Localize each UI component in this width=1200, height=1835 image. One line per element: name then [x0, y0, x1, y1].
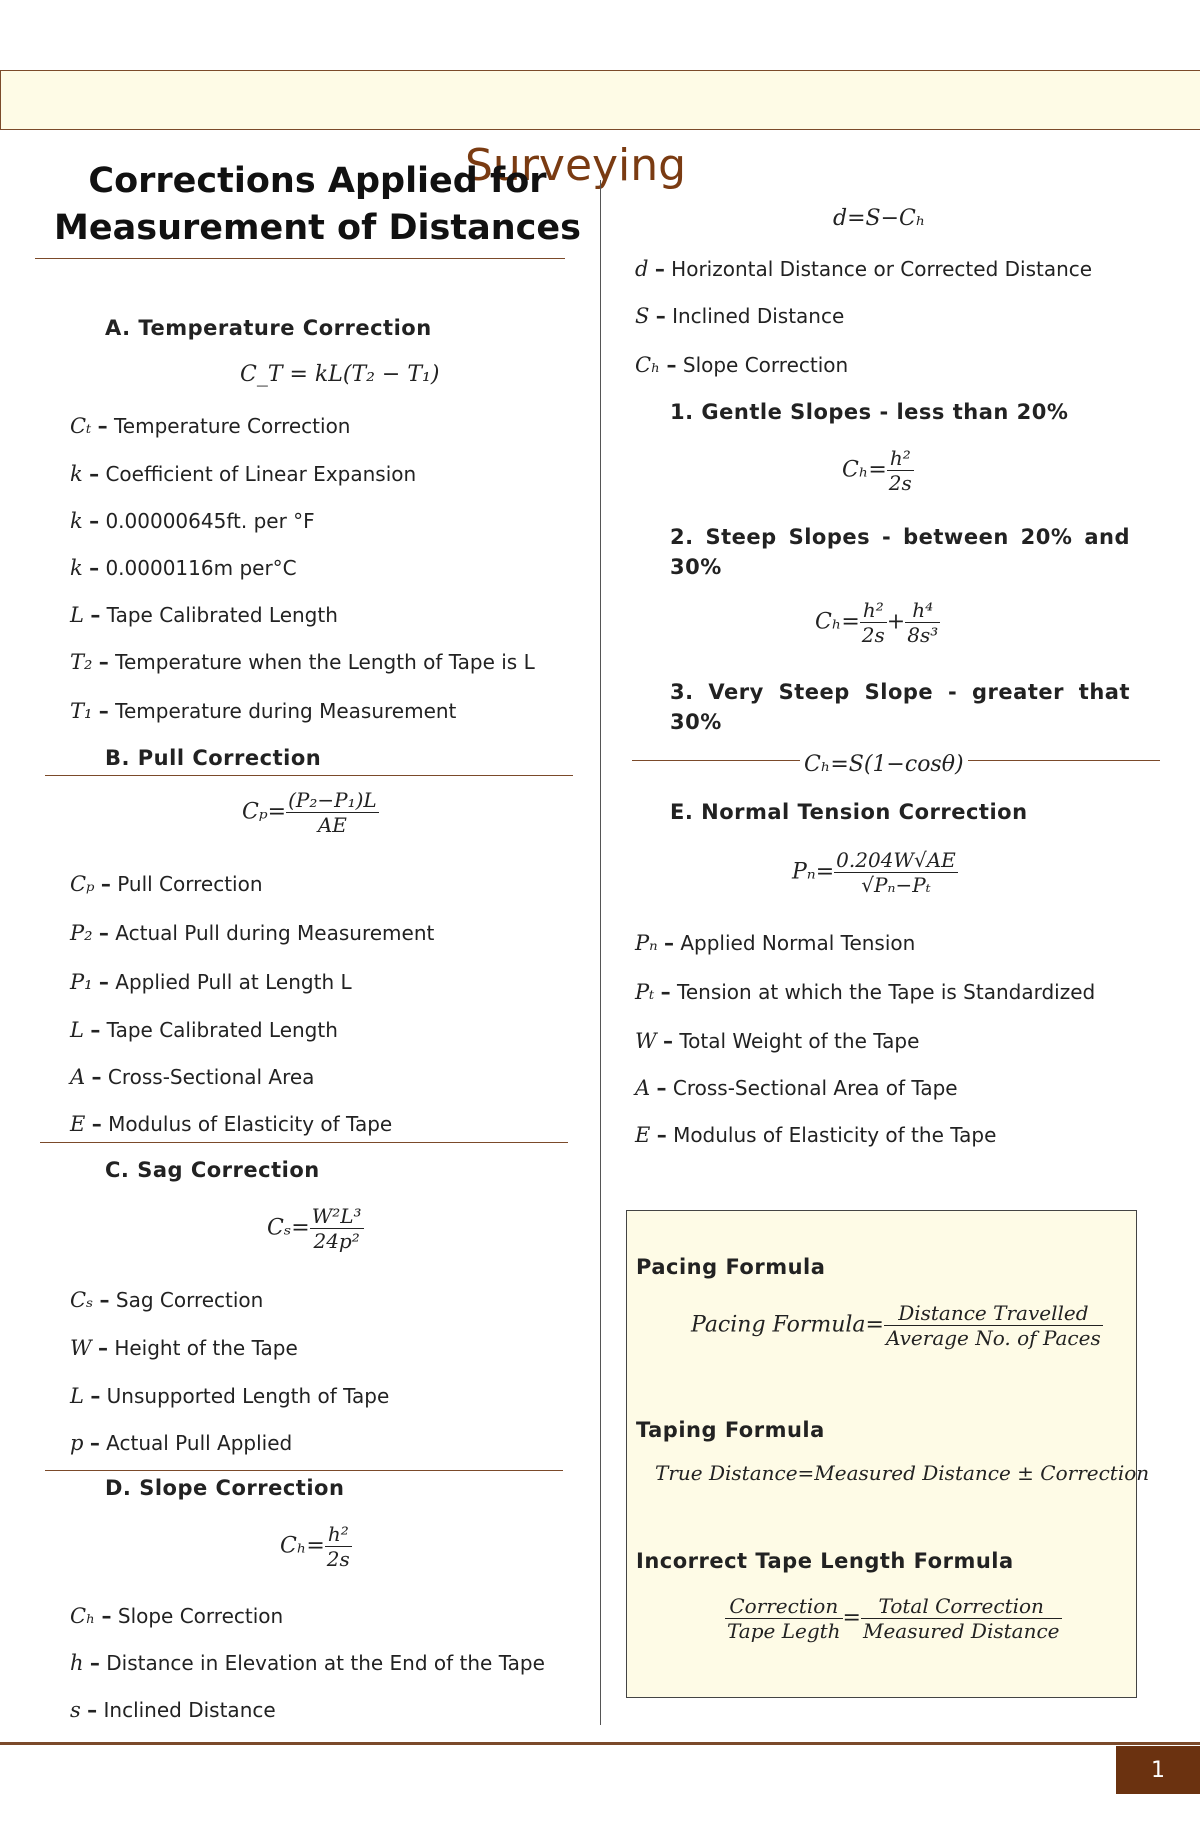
pacing-formula: Pacing Formula= $\frac{\text{Distance Travelled}}{\text{Average No. of Paces}}$: [691, 1301, 1101, 1350]
list-item: Cₛ – Sag Correction: [70, 1288, 264, 1312]
section-heading-temperature: A. Temperature Correction: [105, 316, 432, 340]
list-item: d – Horizontal Distance or Corrected Distance: [635, 257, 1093, 281]
incorrect-tape-length-heading: Incorrect Tape Length Formula: [636, 1549, 1014, 1573]
section-heading-slope: D. Slope Correction: [105, 1476, 345, 1500]
list-item: E – Modulus of Elasticity of the Tape: [635, 1123, 997, 1147]
list-item: Pₜ – Tension at which the Tape is Standardized: [635, 980, 1096, 1004]
list-item: Cₕ – Slope Correction: [70, 1604, 284, 1628]
slope-case-very-steep: 3. Very Steep Slope - greater that 30%: [670, 680, 1130, 734]
section-divider: [45, 775, 573, 776]
list-item: h – Distance in Elevation at the End of the Tape: [70, 1651, 545, 1675]
list-item: Cₕ – Slope Correction: [635, 353, 849, 377]
list-item: p – Actual Pull Applied: [70, 1431, 293, 1455]
list-item: T₂ – Temperature when the Length of Tape is L: [70, 650, 535, 674]
list-item: P₂ – Actual Pull during Measurement: [70, 921, 435, 945]
list-item: s – Inclined Distance: [70, 1698, 276, 1722]
incorrect-tape-length-formula: $\frac{\text{Correction}}{\text{Tape Legth}}$ = $\frac{\text{Total Correction}}{\text{Measured Distance}}$: [727, 1594, 1060, 1643]
page-number-badge: 1: [1116, 1746, 1200, 1794]
header-title: Surveying: [465, 140, 687, 191]
list-item: A – Cross-Sectional Area of Tape: [635, 1076, 958, 1100]
pull-formula: Cₚ= $\frac{\text{(P₂−P₁)L}}{AE}$: [242, 788, 377, 837]
pacing-formula-heading: Pacing Formula: [636, 1255, 826, 1279]
steep-slope-formula: Cₕ= $\frac{\text{h²}}{2s}$ + $\frac{\text{h⁴}}{\text{8s³}}$: [815, 598, 939, 647]
taping-formula-heading: Taping Formula: [636, 1418, 825, 1442]
slope-case-gentle: 1. Gentle Slopes - less than 20%: [670, 400, 1069, 424]
footer-line: [0, 1742, 1200, 1745]
section-heading-normal-tension: E. Normal Tension Correction: [670, 800, 1028, 824]
list-item: A – Cross-Sectional Area: [70, 1065, 315, 1089]
list-item: P₁ – Applied Pull at Length L: [70, 970, 352, 994]
list-item: T₁ – Temperature during Measurement: [70, 699, 457, 723]
list-item: L – Tape Calibrated Length: [70, 1018, 338, 1042]
formula-box: [626, 1210, 1150, 1698]
list-item: L – Tape Calibrated Length: [70, 603, 338, 627]
list-item: W – Total Weight of the Tape: [635, 1029, 920, 1053]
taping-formula: True Distance=Measured Distance ± Correction: [655, 1461, 1150, 1485]
list-item: Cₜ – Temperature Correction: [70, 414, 351, 438]
slope-formula: Cₕ= $\frac{\text{h²}}{2s}$: [280, 1522, 350, 1571]
section-heading-sag: C. Sag Correction: [105, 1158, 320, 1182]
gentle-slope-formula: Cₕ= $\frac{\text{h²}}{2s}$: [842, 446, 912, 495]
very-steep-slope-formula: Cₕ=S(1−cosθ): [800, 752, 968, 777]
slope-case-steep: 2. Steep Slopes - between 20% and 30%: [670, 525, 1130, 579]
list-item: L – Unsupported Length of Tape: [70, 1384, 390, 1408]
list-item: W – Height of the Tape: [70, 1336, 298, 1360]
header-band: [0, 70, 1200, 130]
section-divider: [40, 1142, 568, 1143]
page-title: Corrections Applied for Measurement of Distances: [54, 161, 581, 248]
list-item: E – Modulus of Elasticity of Tape: [70, 1112, 393, 1136]
list-item: k – Coefficient of Linear Expansion: [70, 462, 417, 486]
column-divider: [600, 180, 601, 1725]
sag-formula: Cₛ= $\frac{\text{W²L³}}{\text{24p²}}$: [267, 1204, 362, 1253]
section-divider: [45, 1470, 563, 1471]
temperature-formula: C_T = kL(T₂ − T₁): [240, 362, 440, 387]
list-item: k – 0.00000645ft. per °F: [70, 509, 315, 533]
section-heading-pull: B. Pull Correction: [105, 746, 322, 770]
normal-tension-formula: Pₙ= $\frac{0.204W√AE}{\text{√Pₙ−Pₜ}}$: [792, 848, 956, 897]
list-item: Cₚ – Pull Correction: [70, 872, 263, 896]
title-divider: [35, 258, 565, 259]
list-item: S – Inclined Distance: [635, 304, 845, 328]
horizontal-distance-formula: d=S−Cₕ: [833, 206, 926, 231]
list-item: k – 0.0000116m per°C: [70, 556, 297, 580]
list-item: Pₙ – Applied Normal Tension: [635, 931, 916, 955]
